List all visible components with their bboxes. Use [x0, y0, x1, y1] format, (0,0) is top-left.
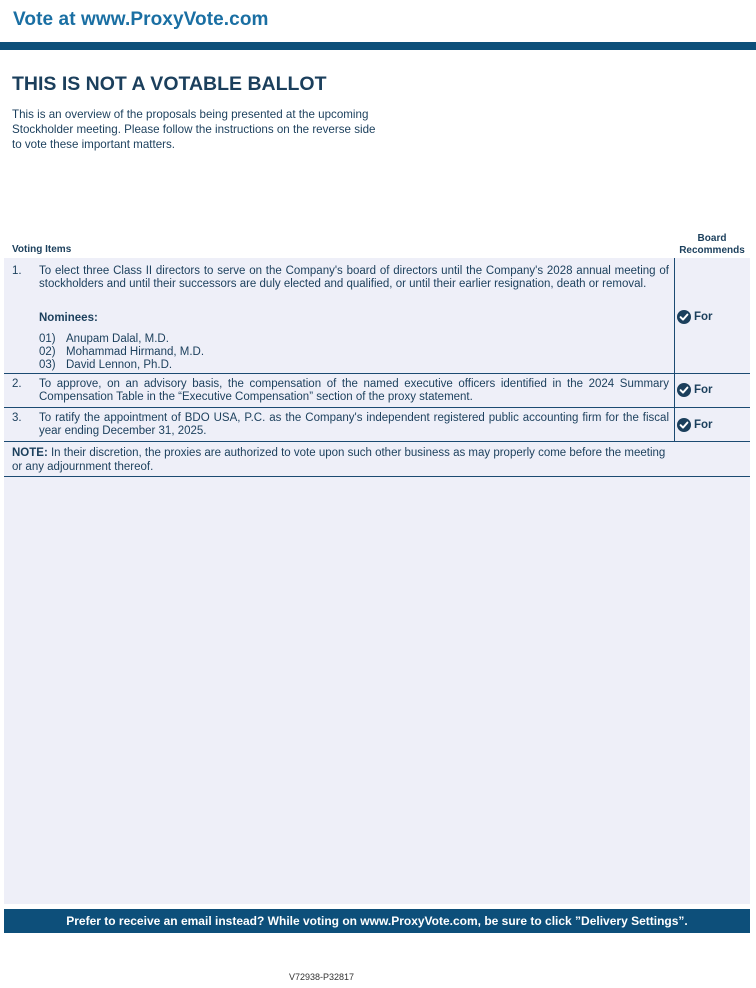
check-circle-icon	[677, 383, 691, 397]
header-divider	[0, 42, 756, 50]
row-divider	[4, 373, 750, 374]
proposal-number: 3.	[12, 412, 22, 424]
column-divider	[674, 258, 675, 441]
proposal-text: To elect three Class II directors to serve on the Company's board of directors until the Company's 2028 annual meeting of stockholders and until their successors are duly elected and qualified, or until their earlier resignation, death or removal.	[39, 265, 669, 290]
nominee-number: 01)	[39, 333, 56, 345]
check-circle-icon	[677, 418, 691, 432]
check-circle-icon	[677, 310, 691, 324]
nominee-name: David Lennon, Ph.D.	[66, 359, 173, 371]
nominee-item	[39, 359, 172, 371]
intro-text: This is an overview of the proposals being presented at the upcoming Stockholder meeting. Please follow the instructions on the reverse side to vote these important matters.	[12, 108, 376, 151]
nominee-number: 03)	[39, 359, 56, 371]
note-label: NOTE:	[12, 447, 48, 459]
nominee-item	[39, 333, 169, 345]
proposal-text: To approve, on an advisory basis, the compensation of the named executive officers identified in the 2024 Summary Compensation Table in the “Executive Compensation” section of the proxy statement.	[39, 378, 669, 403]
nominee-name: Anupam Dalal, M.D.	[66, 333, 169, 345]
recommendation-2	[677, 383, 713, 397]
recommendation-label: For	[694, 419, 713, 431]
proposal-number: 2.	[12, 378, 22, 390]
row-divider	[4, 441, 750, 442]
site-title: Vote at www.ProxyVote.com	[13, 9, 269, 30]
board-header-line2: Recommends	[679, 245, 745, 256]
recommendation-label: For	[694, 384, 713, 396]
recommendation-1	[677, 310, 713, 324]
nominees-label: Nominees:	[39, 312, 98, 324]
email-delivery-banner: Prefer to receive an email instead? While voting on www.ProxyVote.com, be sure to click ”Delivery Settings”.	[4, 909, 750, 933]
proposal-number: 1.	[12, 265, 22, 277]
board-header-line1: Board	[697, 233, 727, 244]
note-body: In their discretion, the proxies are authorized to vote upon such other business as may properly come before the meeting or any adjournment thereof.	[12, 447, 666, 473]
note-text	[12, 447, 669, 474]
nominee-number: 02)	[39, 346, 56, 358]
page-title: THIS IS NOT A VOTABLE BALLOT	[12, 73, 327, 95]
voting-items-header: Voting Items	[12, 244, 72, 255]
recommendation-3	[677, 418, 713, 432]
recommendation-label: For	[694, 311, 713, 323]
board-recommends-header	[674, 233, 750, 257]
row-divider	[4, 407, 750, 408]
document-code: V72938-P32817	[288, 972, 355, 982]
nominee-name: Mohammad Hirmand, M.D.	[66, 346, 205, 358]
proposal-text: To ratify the appointment of BDO USA, P.C. as the Company's independent registered public accounting firm for the fiscal year ending December 31, 2025.	[39, 412, 669, 437]
row-divider	[4, 476, 750, 477]
nominee-item	[39, 346, 204, 358]
